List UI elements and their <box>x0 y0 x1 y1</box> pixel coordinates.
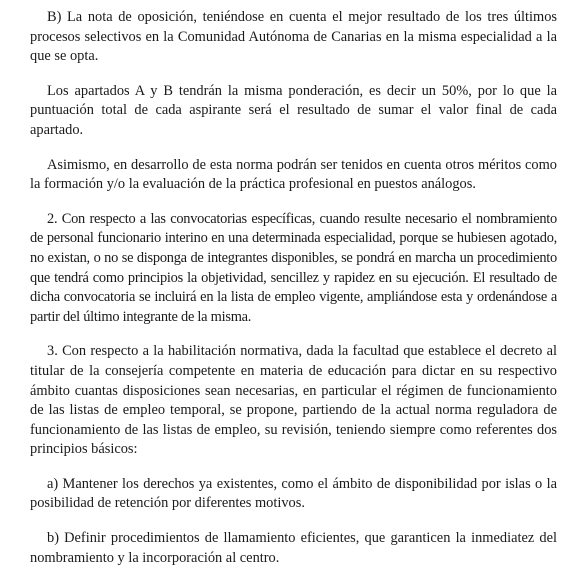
paragraph-habilitacion-normativa: 3. Con respecto a la habilitación normativa, dada la facultad que establece el decreto al titular de la consejería competente en materia de educación para dictar en su respectivo ámbito cuantas disposiciones sean necesarias, en particular el régimen de funcionamiento de las listas de empleo temporal, se propone, partiendo de la actual norma reguladora de funcionamiento de las listas de empleo, su revisión, teniendo siempre como referentes dos principios básicos: <box>30 343 557 458</box>
paragraph-nota-oposicion: B) La nota de oposición, teniéndose en cuenta el mejor resultado de los tres últimos procesos selectivos en la Comunidad Autónoma de Canarias en la misma especialidad a la que se opta. <box>30 9 557 65</box>
paragraph-otros-meritos: Asimismo, en desarrollo de esta norma podrán ser tenidos en cuenta otros méritos como la formación y/o la evaluación de la práctica profesional en puestos análogos. <box>30 156 557 193</box>
paragraph-ponderacion: Los apartados A y B tendrán la misma ponderación, es decir un 50%, por lo que la puntuación total de cada aspirante será el resultado de sumar el valor final de cada apartado. <box>30 82 557 138</box>
paragraph-convocatorias-especificas: 2. Con respecto a las convocatorias específicas, cuando resulte necesario el nombramiento de personal funcionario interino en una determinada especialidad, porque se hubiesen agotado, no existan, o no se disponga de integrantes disponibles, se pondrá en marcha un procedimiento que tendrá como principios la objetividad, sencillez y rapidez en su ejecución. El resultado de dicha convocatoria se incluirá en la lista de empleo vigente, ampliándose esta y ordenándose a partir del último integrante de la misma. <box>30 210 557 325</box>
paragraph-principio-b: b) Definir procedimientos de llamamiento eficientes, que garanticen la inmediatez del nombramiento y la incorporación al centro. <box>30 530 557 566</box>
document-page <box>30 8 557 568</box>
paragraph-principio-a: a) Mantener los derechos ya existentes, como el ámbito de disponibilidad por islas o la posibilidad de retención por diferentes motivos. <box>30 475 557 512</box>
